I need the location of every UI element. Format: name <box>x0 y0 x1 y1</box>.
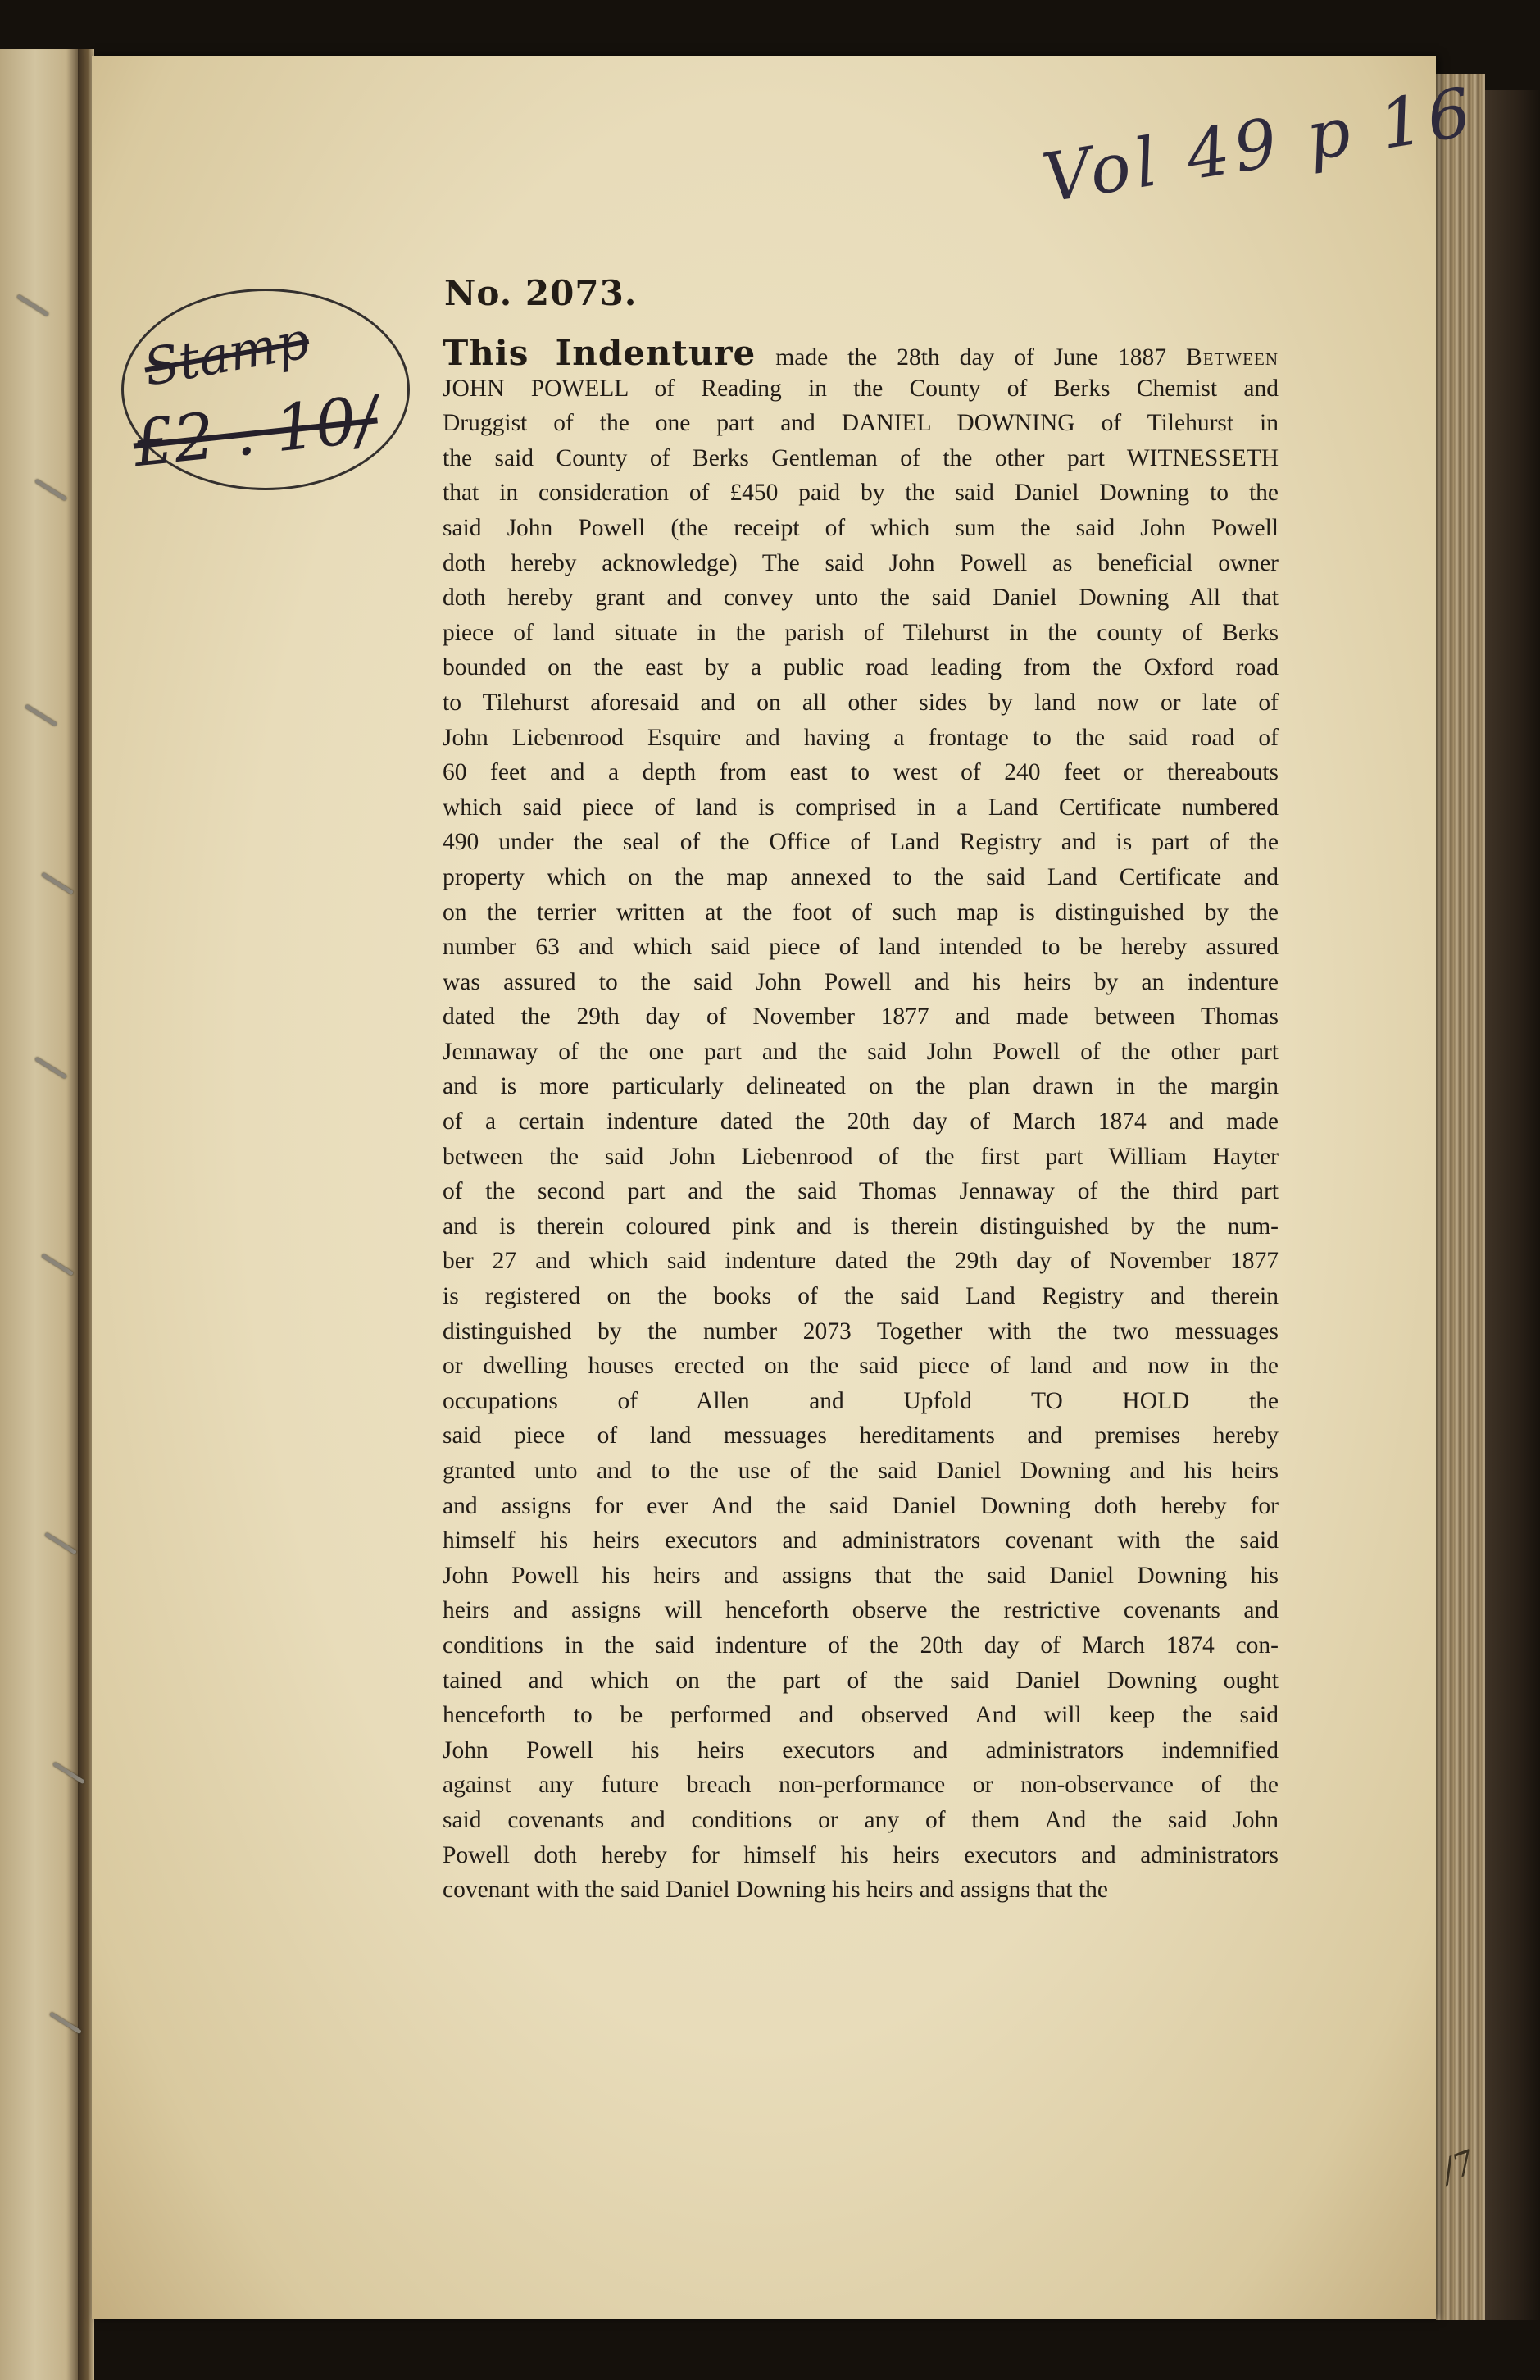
facing-page <box>0 49 78 2380</box>
indenture-line: distinguished by the number 2073 Together with the two messuages <box>443 1317 1279 1345</box>
indenture-line: said John Powell (the receipt of which sum the said John Powell <box>443 514 1279 541</box>
indenture-line: property which on the map annexed to the said Land Certificate and <box>443 863 1279 890</box>
stamp-duty-amount: £2 . 10/ <box>129 382 382 482</box>
page-edges <box>1436 74 1485 2320</box>
indenture-line: the said County of Berks Gentleman of the other part WITNESSETH <box>443 444 1279 471</box>
indenture-line: which said piece of land is comprised in a Land Certificate numbered <box>443 794 1279 821</box>
indenture-line: was assured to the said John Powell and his heirs by an indenture <box>443 968 1279 995</box>
indenture-line: conditions in the said indenture of the 20th day of March 1874 con- <box>443 1631 1279 1659</box>
indenture-line: said piece of land messuages hereditaments and premises hereby <box>443 1422 1279 1449</box>
indenture-line: Powell doth hereby for himself his heirs executors and administrators <box>443 1841 1279 1868</box>
indenture-line: doth hereby acknowledge) The said John Powell as beneficial owner <box>443 549 1279 576</box>
indenture-line: is registered on the books of the said Land Registry and therein <box>443 1283 1279 1310</box>
indenture-line: and is therein coloured pink and is therein distinguished by the num- <box>443 1213 1279 1240</box>
indenture-line: tained and which on the part of the said Daniel Downing ought <box>443 1667 1279 1694</box>
indenture-line: heirs and assigns will henceforth observe the restrictive covenants and <box>443 1597 1279 1624</box>
indenture-line: occupations of Allen and Upfold TO HOLD the <box>443 1387 1279 1414</box>
between-word: Between <box>1186 344 1279 371</box>
indenture-date-clause: made the 28th day of June 1887 <box>775 344 1166 371</box>
indenture-line: between the said John Liebenrood of the first part William Hayter <box>443 1143 1279 1170</box>
book-edge-shadow <box>1485 90 1540 2320</box>
indenture-line: JOHN POWELL of Reading in the County of Berks Chemist and <box>443 375 1279 402</box>
indenture-line: 60 feet and a depth from east to west of 240 feet or thereabouts <box>443 759 1279 786</box>
indenture-lines <box>443 371 1279 1908</box>
indenture-line: or dwelling houses erected on the said piece of land and now in the <box>443 1353 1279 1380</box>
indenture-line: doth hereby grant and convey unto the said Daniel Downing All that <box>443 585 1279 612</box>
document-number: No. 2073. <box>444 273 638 313</box>
indenture-title: This Indenture <box>443 333 756 373</box>
indenture-line: John Powell his heirs executors and administrators indemnified <box>443 1736 1279 1763</box>
indenture-line: of the second part and the said Thomas Jennaway of the third part <box>443 1178 1279 1205</box>
indenture-line: and is more particularly delineated on the plan drawn in the margin <box>443 1073 1279 1100</box>
indenture-line: John Liebenrood Esquire and having a frontage to the said road of <box>443 724 1279 751</box>
indenture-line: bounded on the east by a public road leading from the Oxford road <box>443 654 1279 681</box>
stamp-handwritten-label: Stamp <box>139 309 314 398</box>
indenture-line: Druggist of the one part and DANIEL DOWNING of Tilehurst in <box>443 410 1279 437</box>
indenture-line: that in consideration of £450 paid by the said Daniel Downing to the <box>443 480 1279 507</box>
indenture-line: dated the 29th day of November 1877 and made between Thomas <box>443 1003 1279 1031</box>
indenture-line: and assigns for ever And the said Daniel Downing doth hereby for <box>443 1492 1279 1519</box>
indenture-line: henceforth to be performed and observed And will keep the said <box>443 1702 1279 1729</box>
indenture-line: 490 under the seal of the Office of Land Registry and is part of the <box>443 829 1279 856</box>
indenture-line: piece of land situate in the parish of Tilehurst in the county of Berks <box>443 619 1279 646</box>
indenture-text <box>443 333 1279 1908</box>
indenture-line: against any future breach non-performance or non-observance of the <box>443 1772 1279 1799</box>
indenture-line: number 63 and which said piece of land intended to be hereby assured <box>443 934 1279 961</box>
indenture-line: John Powell his heirs and assigns that the said Daniel Downing his <box>443 1562 1279 1589</box>
indenture-line: to Tilehurst aforesaid and on all other sides by land now or late of <box>443 689 1279 716</box>
indenture-line: granted unto and to the use of the said Daniel Downing and his heirs <box>443 1458 1279 1484</box>
volume-handwritten-note: Vol 49 p 16 <box>1037 72 1481 219</box>
indenture-line: on the terrier written at the foot of such map is distinguished by the <box>443 899 1279 926</box>
indenture-line: ber 27 and which said indenture dated the 29th day of November 1877 <box>443 1248 1279 1275</box>
corner-pencil-mark: /7 <box>1437 2143 1480 2191</box>
indenture-line: said covenants and conditions or any of them And the said John <box>443 1806 1279 1833</box>
indenture-line: of a certain indenture dated the 20th day of March 1874 and made <box>443 1108 1279 1135</box>
indenture-line: covenant with the said Daniel Downing his heirs and assigns that the <box>443 1877 1108 1904</box>
indenture-first-line <box>443 333 1279 373</box>
indenture-line: himself his heirs executors and administrators covenant with the said <box>443 1527 1279 1554</box>
indenture-line: Jennaway of the one part and the said John Powell of the other part <box>443 1038 1279 1065</box>
